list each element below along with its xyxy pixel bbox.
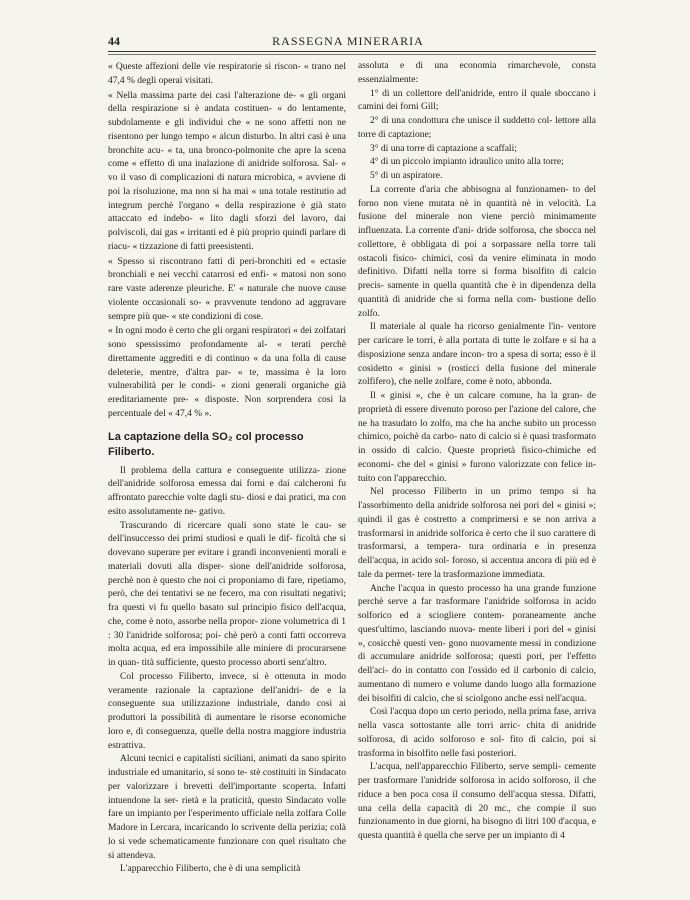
body-paragraph: La corrente d'aria che abbisogna al funzionamen- to del forno non viene mutata nè in quantità nè in velocità. La fusione del minerale non viene perciò minimamente influenzata. La corrente d'ani- dride solforosa, che sbocca nel collettore, è obbligata di poi a sorpassare nella torre tali ostacoli fisico- chimici, così da venire eliminata in modo definitivo. Difatti nella torre si forma bisolfito di calcio precis- samente in quella quantità che è in dipendenza della quantità di anidride che si forma nella com- bustione dello zolfo. xyxy=(358,184,596,319)
body-paragraph: Il problema della cattura e conseguente utilizza- zione dell'anidride solforosa emessa dai forni e dai calcheroni fu affrontato parecchie volte dagli stu- diosi e dai pratici, ma con esito assolutamente ne- gativo. xyxy=(108,465,346,517)
list-item: 4° di un piccolo impianto idraulico unito alla torre; xyxy=(370,157,564,168)
component-list xyxy=(358,88,596,184)
left-column xyxy=(108,60,346,877)
list-item: 1° di un collettore dell'anidride, entro il quale sboccano i camini dei forni Gill; xyxy=(358,88,596,113)
body-paragraph: L'acqua, nell'apparecchio Filiberto, serve sempli- cemente per trasformare l'anidride solforosa in acido solforoso, il che riduce a ben poca cosa il consumo dell'acqua stessa. Difatti, una cella della capacità di 20 mc., che compie il suo funzionamento in due giorni, ha bisogno di litri 100 d'acqua, e questa quantità è quella che serve per un impianto di 4 xyxy=(358,762,596,841)
quote-paragraph: « In ogni modo è certo che gli organi respiratori « dei zolfatari sono spessissimo profondamente al- « terati perchè direttamente aggrediti e di continuo « da una folla di cause deleterie, mentre, d'altra par- « te, massima è la loro vulnerabilità per le condi- « zioni generali organiche già ereditariamente pre- « disposte. Non sorprendera così la percentuale del « 47,4 % ». xyxy=(108,326,346,419)
body-paragraph: L'apparecchio Filiberto, che è di una semplicità xyxy=(120,864,301,875)
body-paragraph: Il « ginisi », che è un calcare comune, ha la gran- de proprietà di essere divenuto poroso per l'azione del calore, che ne ha trasudato lo zolfo, ma che ha anche subito un processo chimico, poichè da carbo- nato di calcio si è quasi trasformato in ossido di calcio. Queste proprietà fisico-chimiche ed economi- che del « ginisi » furono valorizzate con felice in- tuito con l'apparecchio. xyxy=(358,391,596,484)
running-header xyxy=(108,34,588,52)
body-paragraph: Nel processo Filiberto in un primo tempo si ha l'assorbimento della anidride solforosa nei pori del « ginisi »; quindi il gas è costretto a comprimersi e se non arriva a trasformarsi in anidride solforica è certo che il suo carattere di trasformarsi, a tempera- tura ordinaria e in presenza dell'acqua, in acido sol- foroso, si accentua ancora di più ed è tale da permet- tere la trasformazione immediata. xyxy=(358,487,596,580)
page-number: 44 xyxy=(108,34,120,48)
header-rule xyxy=(108,51,596,52)
list-intro: assoluta e di una economia rimarchevole, consta essenzialmente: xyxy=(358,61,596,85)
body-paragraph: Alcuni tecnici e capitalisti siciliani, animati da sano spirito industriale ed umanitario, si sono te- stè costituiti in Sindacato per valorizzare i brevetti dell'importante scoperta. Infatti intuendone la ser- rietà e la praticità, questo Sindacato volle fare un impianto per l'esperimento ufficiale nella zolfara Colle Madore in Lercara, incaricando lo scrivente della perizia; colà lo si vede schematicamente funzionare con quel risultato che si attendeva. xyxy=(108,754,346,861)
section-heading: La captazione della SO₂ col processo Filiberto. xyxy=(108,430,304,458)
body-paragraph: Il materiale al quale ha ricorso genialmente l'in- ventore per caricare le torri, è alla portata di tutte le zolfare e si ha a disposizione senza andare incon- tro a spesa di sorta; esso è il cosidetto « ginisi » (rosticci della fusione del minerale zolfifero), che nelle zolfare, come è noto, abbonda. xyxy=(358,322,596,388)
quote-paragraph: « Queste affezioni delle vie respiratorie si riscon- « trano nel 47,4 % degli operai visitati. xyxy=(108,62,346,86)
header-rule-thin xyxy=(108,54,596,55)
list-item: 3° di una torre di captazione a scaffali; xyxy=(370,143,517,154)
right-column xyxy=(358,60,596,844)
quote-paragraph: « Nella massima parte dei casi l'alterazione de- « gli organi della respirazione si è andata costituen- « do lentamente, subdolamente e gli individui che « ne sono affetti non ne risentono per lungo tempo « alcun disturbo. In altri casi è una bronchite acu- « ta, una bronco-polmonite che apre la scena come « effetto di una inalazione di anidride solforosa. Sal- « vo il vaso di complicazioni di natura microbica, « avviene di poi la risoluzione, ma non si ha mai « una totale restitutio ad integrum perchè l'organo « della respirazione è già stato attaccato ed indebo- « lito dagli sforzi del lavoro, dai polviscoli, dai gas « irritanti ed è più proprio quindi parlare di riacu- « tizzazione di fatti preesistenti. xyxy=(108,90,346,252)
body-paragraph: Così l'acqua dopo un certo periodo, nella prima fase, arriva nella vasca sottostante alle torri arric- chita di anidride solforosa, di acido solforoso e sol- fito di calcio, poi si trasforma in bisolfito nelle fasi posteriori. xyxy=(358,707,596,759)
body-paragraph: Trascurando di ricercare quali sono state le cau- se dell'insuccesso dei primi studiosi e quali le dif- ficoltà che si dovevano superare per evitare i grandi inconvenienti morali e materiali dovuti alla disper- sione dell'anidride solforosa, perchè non è questo che noi ci proponiamo di fare, ripetiamo, però, che dei tentativi se ne fecero, ma con risultati negativi; fra questi vi fu quello basato sul principio fisico dell'acqua, che, come è noto, assorbe nella propor- zione volumetrica di 1 : 30 l'anidride solforosa; poi- chè però a conti fatti occorreva molta acqua, ed era impossibile alle miniere di procurarsene in quan- tità sufficiente, questo processo abortì senz'altro. xyxy=(108,520,346,668)
body-paragraph: Anche l'acqua in questo processo ha una grande funzione perchè serve a far trasformare l'anidride solforosa in acido solforico ed a sciogliere contem- poraneamente anche quest'ultimo, lasciando nuova- mente liberi i pori del « ginisi », cosicchè questi ven- gono nuovamente messi in condizione di accumulare anidride solforosa; questi pori, per l'effetto dell'aci- do in contatto con l'ossido ed il carbonio di calcio, aumentano di numero e volume dando luogo alla formazione dei bisolfiti di calcio, che si sciolgono anche essi nell'acqua. xyxy=(358,583,596,704)
journal-title: RASSEGNA MINERARIA xyxy=(272,34,424,48)
list-item: 2° di una condottura che unisce il suddetto col- lettore alla torre di captazione; xyxy=(358,116,596,140)
quote-paragraph: « Spesso si riscontrano fatti di peri-bronchiti ed « ectasie bronchiali e nei vecchi catarrosi ed enfi- « matosi non sono rare vaste aderenze pleuriche. E' « naturale che nuove cause violente occasionali so- « pravvenute tendono ad aggravare sempre più que- « ste condizioni di cose. xyxy=(108,256,346,322)
list-item: 5° di un aspiratore. xyxy=(370,171,443,181)
body-paragraph: Col processo Filiberto, invece, si è ottenuta in modo veramente razionale la captazione dell'anidri- de e la conseguente sua utilizzazione industriale, dando così ai produttori la possibilità di aumentare le risorse economiche loro e, di conseguenza, quelle della nostra maggiore industria estrattiva. xyxy=(108,671,346,751)
